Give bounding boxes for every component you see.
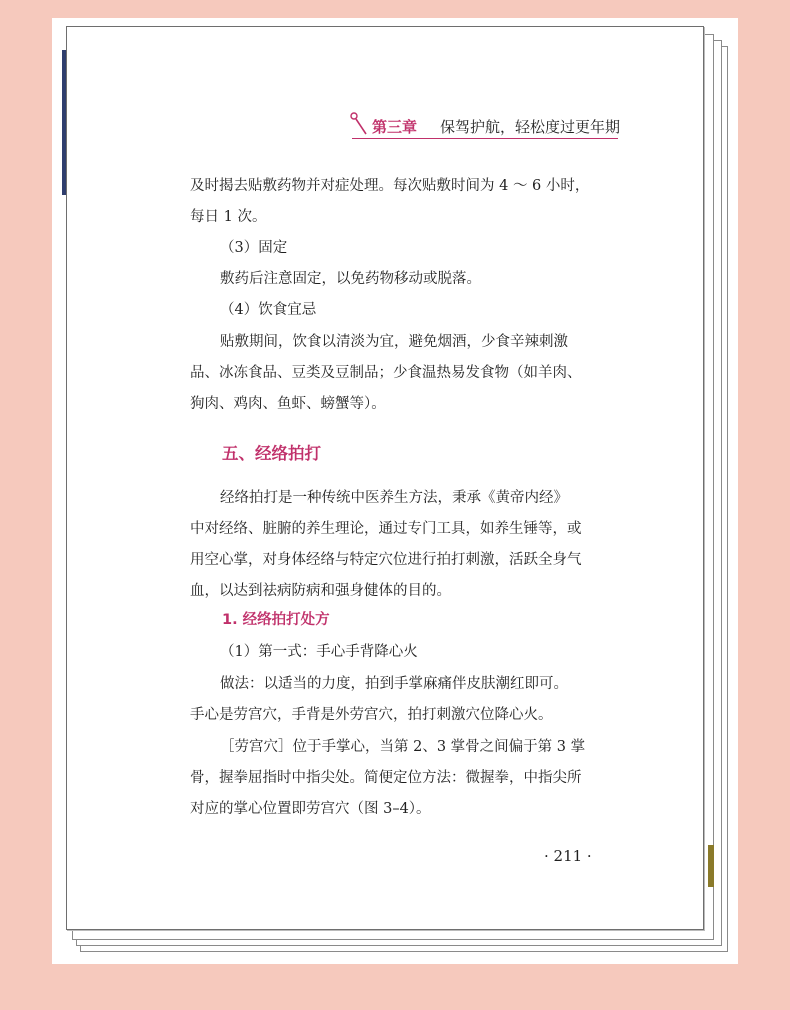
body-line: ［劳宫穴］位于手掌心，当第 2、3 掌骨之间偏于第 3 掌 — [220, 739, 586, 755]
chapter-label: 第三章 — [372, 118, 418, 136]
body-line: 经络拍打是一种传统中医养生方法，秉承《黄帝内经》 — [220, 490, 568, 506]
header-ornament-icon — [350, 112, 370, 138]
book-spine-right — [708, 845, 714, 887]
body-line: 做法：以适当的力度，拍到手掌麻痛伴皮肤潮红即可。 — [220, 676, 568, 692]
list-label: （3）固定 — [220, 240, 288, 256]
body-line: 骨，握拳屈指时中指尖处。简便定位方法：微握拳，中指尖所 — [190, 770, 582, 786]
body-line: 中对经络、脏腑的养生理论，通过专门工具，如养生锤等，或 — [190, 521, 582, 537]
list-label: （4）饮食宜忌 — [220, 302, 317, 318]
body-line: 敷药后注意固定，以免药物移动或脱落。 — [220, 271, 481, 287]
section-heading: 五、经络拍打 — [222, 444, 321, 463]
body-line: 血，以达到祛病防病和强身健体的目的。 — [190, 583, 451, 599]
list-label: （1）第一式：手心手背降心火 — [220, 644, 418, 660]
body-line: 贴敷期间，饮食以清淡为宜，避免烟酒，少食辛辣刺激 — [220, 334, 568, 350]
page-number: · 211 · — [544, 847, 592, 865]
body-line: 及时揭去贴敷药物并对症处理。每次贴敷时间为 4 ～ 6 小时， — [190, 178, 590, 194]
body-line: 对应的掌心位置即劳宫穴（图 3–4）。 — [190, 801, 431, 817]
chapter-title: 保驾护航，轻松度过更年期 — [440, 118, 621, 136]
header-rule — [352, 138, 618, 139]
subsection-heading: 1. 经络拍打处方 — [222, 612, 330, 628]
book-page — [66, 26, 704, 930]
body-line: 用空心掌，对身体经络与特定穴位进行拍打刺激，活跃全身气 — [190, 552, 582, 568]
body-line: 狗肉、鸡肉、鱼虾、螃蟹等）。 — [190, 396, 386, 412]
body-line: 每日 1 次。 — [190, 209, 267, 225]
body-line: 手心是劳宫穴，手背是外劳宫穴，拍打刺激穴位降心火。 — [190, 707, 553, 723]
body-line: 品、冰冻食品、豆类及豆制品；少食温热易发食物（如羊肉、 — [190, 365, 582, 381]
